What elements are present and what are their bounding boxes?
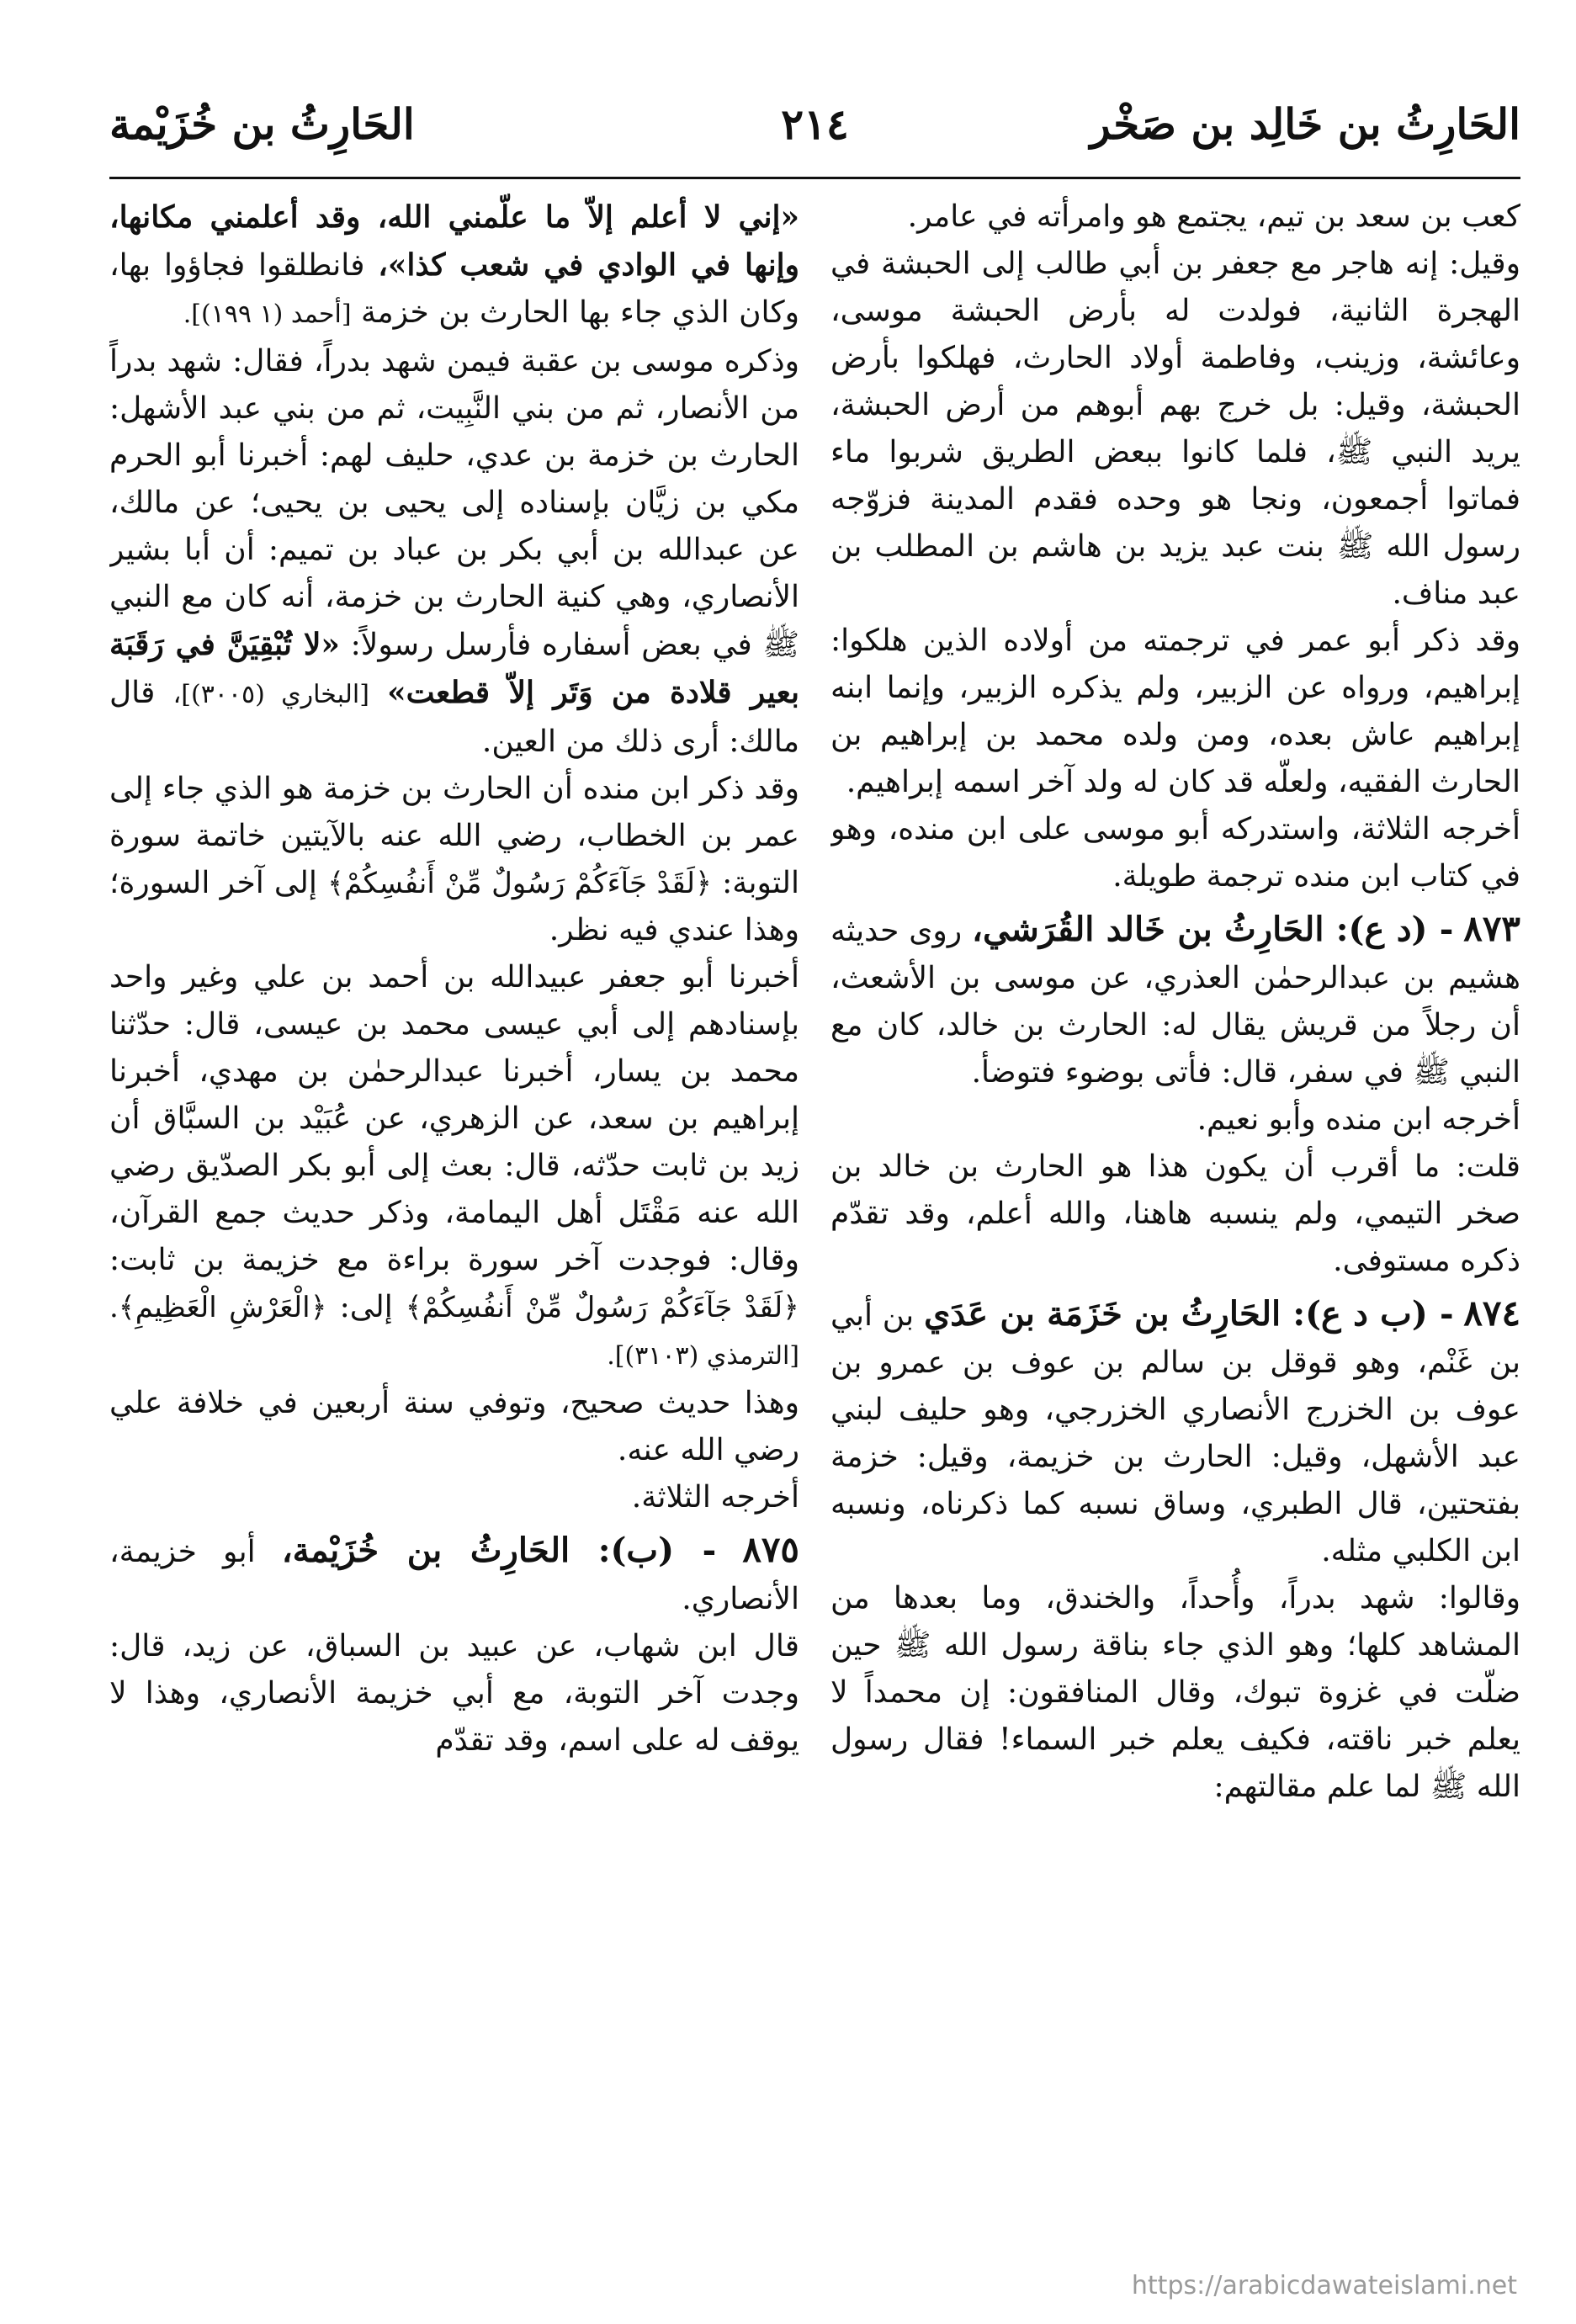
entry-heading: - (ب): الحَارِثُ بن خُزَيْمة، xyxy=(281,1531,717,1570)
paragraph: أخرجه الثلاثة. xyxy=(631,1480,799,1515)
header-rule xyxy=(109,177,1520,179)
entry-heading: - (د ع): الحَارِثُ بن خَالد القُرَشي، xyxy=(972,910,1454,949)
entry-873 xyxy=(830,905,1520,1096)
hadith-quote: «إني لا أعلم إلاّ ما علّمني الله، وقد أعلمني مكانها، وإنها في الوادي في شعب كذا»، xyxy=(109,199,799,283)
paragraph: وقيل: إنه هاجر مع جعفر بن أبي طالب إلى الحبشة في الهجرة الثانية، فولدت له بأرض الحبشة موسى، وعائشة، وزينب، وفاطمة أولاد الحارث، فهلكوا بأرض الحبشة، وقيل: بل خرج بهم أبوهم من أرض الحبشة، يريد النبي ﷺ، فلما كانوا ببعض الطريق شربوا ماء فماتوا أجمعون، ونجا هو وحده فقدم المدينة فزوّجه رسول الله ﷺ بنت عبد يزيد بن هاشم بن المطلب بن عبد مناف. xyxy=(830,247,1520,611)
text: إلى آخر السورة؛ وهذا عندي فيه نظر. xyxy=(109,866,799,947)
reference: [أحمد (١ ١٩٩)]. xyxy=(183,300,352,329)
watermark-url: https://arabicdawateislami.net xyxy=(1131,2271,1517,2300)
paragraph: وقد ذكر أبو عمر في ترجمته من أولاده الذين هلكوا: إبراهيم، ورواه عن الزبير، ولم يذكره الزبير، وإنما ابنه إبراهيم عاش بعده، ومن ولده محمد بن إبراهيم بن الحارث الفقيه، ولعلّه قد كان له ولد آخر اسمه إبراهيم. xyxy=(830,623,1520,799)
reference: [الترمذي (٣١٠٣)]. xyxy=(607,1341,799,1371)
hadith-quote: «لا تُبْقِيَنَّ في رَقَبَة بعير قلادة من وَتَر إلاّ قطعت» xyxy=(109,627,799,710)
page-number: ٢١٤ xyxy=(781,99,849,149)
entry-number: ٨٧٣ xyxy=(1463,908,1520,949)
page-header xyxy=(109,99,1520,177)
paragraph: وقالوا: شهد بدراً، وأُحداً، والخندق، وما بعدها من المشاهد كلها؛ وهو الذي جاء بناقة رسول الله ﷺ حين ضلّت في غزوة تبوك، وقال المنافقون: إن محمداً لا يعلم خبر ناقته، فكيف يعلم خبر السماء! فقال رسول الله ﷺ لما علم مقالتهم: xyxy=(830,1581,1520,1804)
running-title-left: الحَارِثُ بن خُزَيْمة xyxy=(109,99,415,149)
paragraph xyxy=(109,954,799,1380)
paragraph: أخرجه الثلاثة، واستدركه أبو موسى على ابن منده، وهو في كتاب ابن منده ترجمة طويلة. xyxy=(830,812,1520,894)
paragraph: قال ابن شهاب، عن عبيد بن السباق، عن زيد، قال: وجدت آخر التوبة، مع أبي خزيمة الأنصاري، وهذا لا يوقف له على اسم، وقد تقدّم xyxy=(109,1629,799,1758)
paragraph xyxy=(109,338,799,766)
text: وقد ذكر ابن منده أن الحارث بن خزمة هو الذي جاء إلى عمر بن الخطاب، رضي الله عنه بالآيتين خاتمة سورة التوبة: xyxy=(109,772,799,900)
entry-number: ٨٧٤ xyxy=(1463,1292,1520,1334)
quran-verse: ﴿لَقَدْ جَآءَكُمْ رَسُولٌ مِّنْ أَنفُسِكُمْ﴾ xyxy=(327,867,712,900)
text: فانطلقوا فجاؤوا بها، وكان الذي جاء بها الحارث بن خزمة xyxy=(109,248,799,330)
right-column xyxy=(830,194,1520,2247)
text: أخبرنا أبو جعفر عبيدالله بن أحمد بن علي وغير واحد بإسنادهم إلى أبي عيسى محمد بن عيسى، قال: حدّثنا محمد بن يسار، أخبرنا عبدالرحمٰن بن مهدي، أخبرنا إبراهيم بن سعد، عن الزهري، عن عُبَيْد بن السبَّاق أن زيد بن ثابت حدّثه، قال: بعث إلى أبو بكر الصدّيق رضي الله عنه مَقْتَل أهل اليمامة، وذكر حديث جمع القرآن، وقال: فوجدت آخر سورة براءة مع خزيمة بن ثابت: xyxy=(109,960,799,1277)
entry-875 xyxy=(109,1526,799,1623)
text: قال مالك: أرى ذلك من العين. xyxy=(109,676,799,759)
paragraph: قلت: ما أقرب أن يكون هذا هو الحارث بن خالد بن صخر التيمي، ولم ينسبه هاهنا، والله أعلم، وقد تقدّم ذكره مستوفى. xyxy=(830,1149,1520,1278)
paragraph xyxy=(109,766,799,954)
entry-text: أبو خزيمة، الأنصاري. xyxy=(109,1535,799,1616)
reference: [البخاري (٣٠٠٥)]، xyxy=(172,680,369,709)
running-title-right: الحَارِثُ بن خَالِد بن صَخْر xyxy=(1090,99,1520,149)
text: إلى: xyxy=(339,1290,393,1324)
paragraph: وهذا حديث صحيح، وتوفي سنة أربعين في خلافة علي رضي الله عنه. xyxy=(109,1386,799,1467)
paragraph: أخرجه ابن منده وأبو نعيم. xyxy=(1197,1102,1520,1137)
paragraph xyxy=(109,194,799,338)
entry-874 xyxy=(830,1290,1520,1575)
quran-verse: ﴿الْعَرْشِ الْعَظِيمِ﴾. xyxy=(109,1291,327,1324)
entry-number: ٨٧٥ xyxy=(742,1529,799,1570)
paragraph: كعب بن سعد بن تيم، يجتمع هو وامرأته في عامر. xyxy=(907,199,1520,234)
quran-verse: ﴿لَقَدْ جَآءَكُمْ رَسُولٌ مِّنْ أَنفُسِكُمْ﴾ xyxy=(405,1291,799,1324)
entry-text: روى حديثه هشيم بن عبدالرحمٰن العذري، عن موسى بن الأشعث، أن رجلاً من قريش يقال له: الحارث بن خالد، كان مع النبي ﷺ في سفر، قال: فأتى بوضوء فتوضأ. xyxy=(830,914,1520,1090)
entry-heading: - (ب د ع): الحَارِثُ بن خَزَمَة بن عَدَي xyxy=(923,1294,1454,1334)
text: وذكره موسى بن عقبة فيمن شهد بدراً، فقال: شهد بدراً من الأنصار، ثم من بني النَّبِيت، ثم من بني عبد الأشهل: الحارث بن خزمة بن عدي، حليف لهم: أخبرنا أبو الحرم مكي بن زيَّان بإسناده إلى يحيى بن يحيى؛ عن مالك، عن عبدالله بن أبي بكر بن عباد بن تميم: أن أبا بشير الأنصاري، وهي كنية الحارث بن خزمة، أنه كان مع النبي ﷺ في بعض أسفاره فأرسل رسولاً: xyxy=(109,344,799,662)
left-column xyxy=(109,194,799,2247)
entry-text: بن أبي بن غَنْم، وهو قوقل بن سالم بن عوف بن عمرو بن عوف بن الخزرج الأنصاري الخزرجي، وهو حليف لبني عبد الأشهل، وقيل: الحارث بن خزيمة، وقيل: خزمة بفتحتين، قال الطبري، وساق نسبه كما ذكرناه، ونسبه ابن الكلبي مثله. xyxy=(830,1298,1520,1568)
